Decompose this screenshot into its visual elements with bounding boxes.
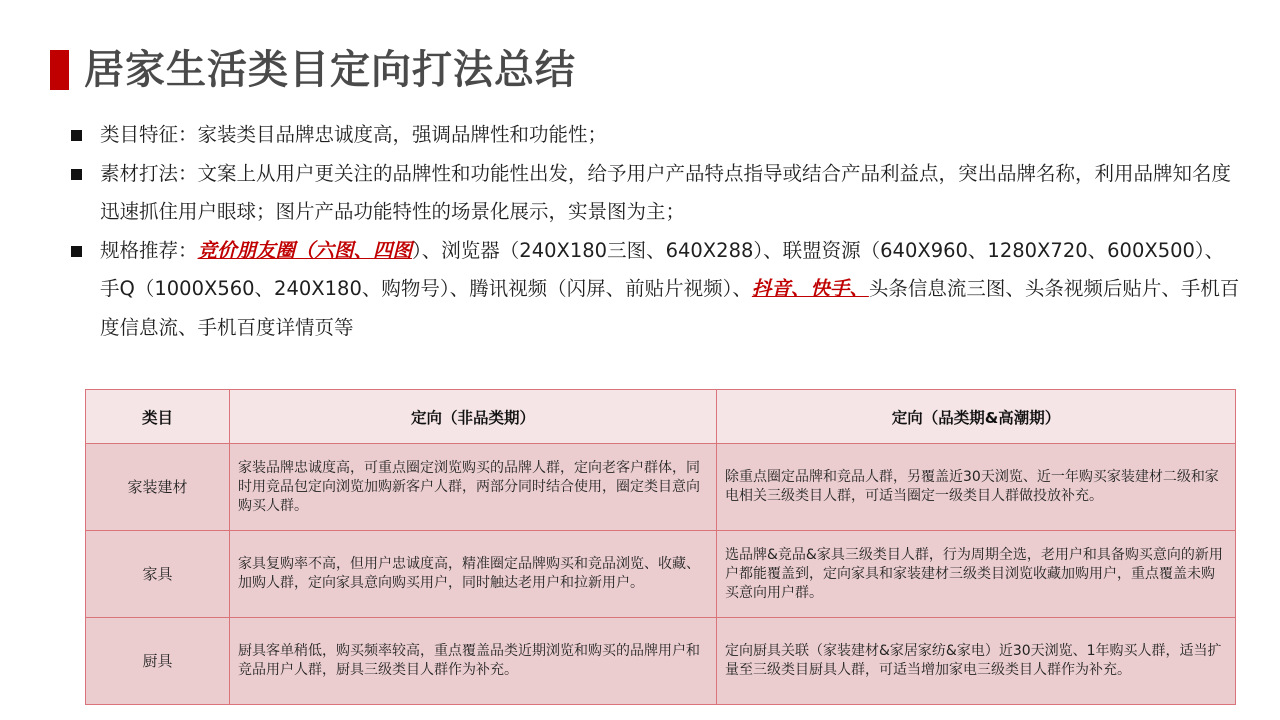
bullet-item: [70, 232, 1240, 348]
bullet-text: ）、浏览器（240X180三图、640X288）、联盟资源（640X960、1280X720、600X500）、手Q（1000X560、240X180、购物号）、腾讯视频（闪屏、前贴片视频）、: [100, 238, 1225, 300]
table-header-row: [86, 390, 1236, 444]
row-category: 家装建材: [86, 444, 230, 531]
highlight-text: 抖音、快手、: [751, 277, 869, 300]
targeting-table: [85, 389, 1236, 705]
square-bullet-icon: [71, 169, 82, 180]
row-non-peak: 家具复购率不高，但用户忠诚度高，精准圈定品牌购买和竞品浏览、收藏、加购人群，定向家具意向购买用户，同时触达老用户和拉新用户。: [230, 531, 717, 618]
bullet-text: 规格推荐：: [100, 238, 198, 262]
header-non-peak: 定向（非品类期）: [230, 390, 717, 444]
square-bullet-icon: [71, 246, 82, 257]
row-category: 厨具: [86, 618, 230, 705]
bullet-item: [70, 155, 1240, 232]
row-peak: 选品牌&竞品&家具三级类目人群，行为周期全选，老用户和具备购买意向的新用户都能覆盖到，定向家具和家装建材三级类目浏览收藏加购用户，重点覆盖未购买意向用户群。: [717, 531, 1236, 618]
row-peak: 除重点圈定品牌和竞品人群，另覆盖近30天浏览、近一年购买家装建材二级和家电相关三级类目人群，可适当圈定一级类目人群做投放补充。: [717, 444, 1236, 531]
bullet-list: [70, 116, 1240, 347]
bullet-text: 素材打法：文案上从用户更关注的品牌性和功能性出发，给予用户产品特点指导或结合产品利益点，突出品牌名称，利用品牌知名度迅速抓住用户眼球；图片产品功能特性的场景化展示，实景图为主；: [100, 161, 1232, 223]
table-row: [86, 618, 1236, 705]
row-non-peak: 厨具客单稍低，购买频率较高，重点覆盖品类近期浏览和购买的品牌用户和竞品用户人群，厨具三级类目人群作为补充。: [230, 618, 717, 705]
bullet-text: 类目特征：家装类目品牌忠诚度高，强调品牌性和功能性；: [100, 123, 608, 146]
square-bullet-icon: [71, 130, 82, 141]
table-row: [86, 444, 1236, 531]
table-row: [86, 531, 1236, 618]
row-peak: 定向厨具关联（家装建材&家居家纺&家电）近30天浏览、1年购买人群，适当扩量至三级类目厨具人群，可适当增加家电三级类目人群作为补充。: [717, 618, 1236, 705]
page-title: 居家生活类目定向打法总结: [84, 47, 576, 93]
row-category: 家具: [86, 531, 230, 618]
title-accent-bar: [50, 50, 69, 90]
header-peak: 定向（品类期&高潮期）: [717, 390, 1236, 444]
header-category: 类目: [86, 390, 230, 444]
highlight-text: 竞价朋友圈（六图、四图: [197, 238, 413, 262]
row-non-peak: 家装品牌忠诚度高，可重点圈定浏览购买的品牌人群，定向老客户群体，同时用竞品包定向浏览加购新客户人群，两部分同时结合使用，圈定类目意向购买人群。: [230, 444, 717, 531]
bullet-item: [70, 116, 1240, 155]
bullet-text: 头条信息流三图、头条视频后贴片、手机百度信息流、手机百度详情页等: [100, 277, 1240, 339]
